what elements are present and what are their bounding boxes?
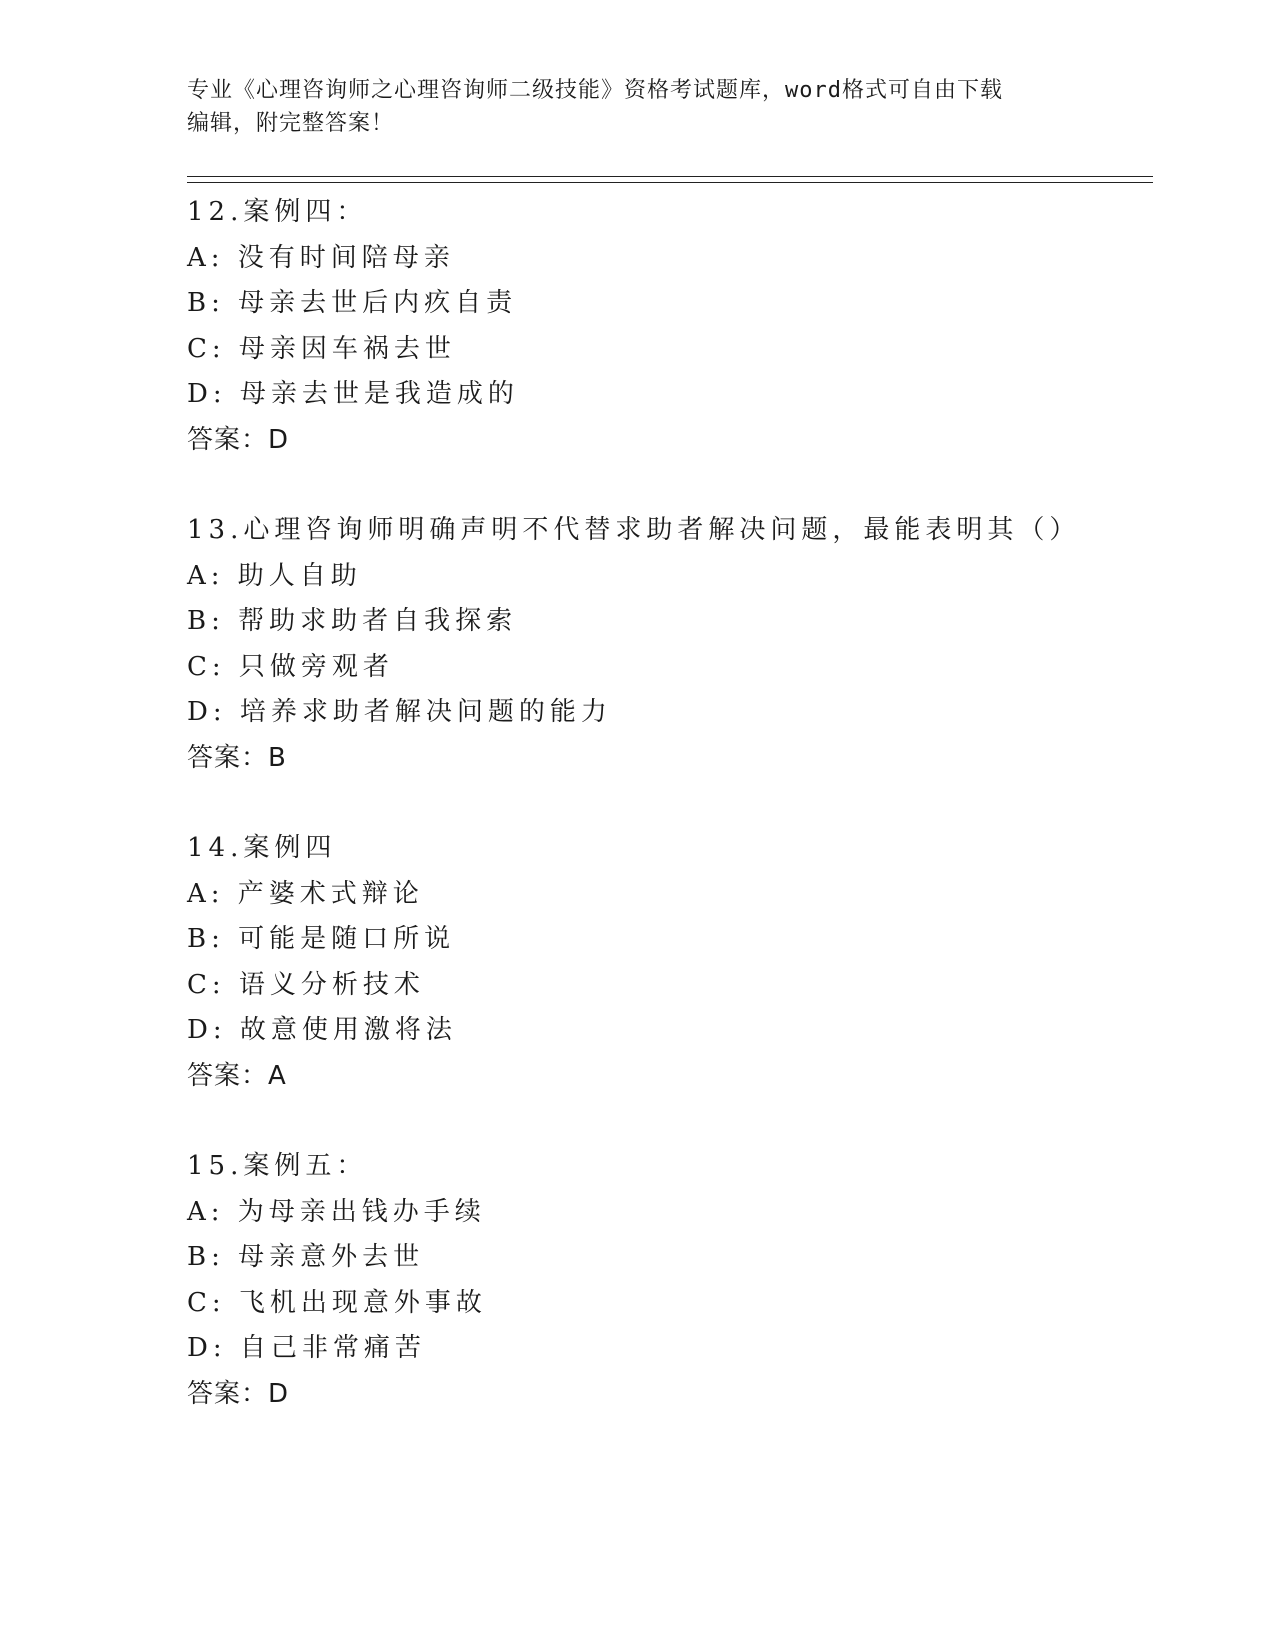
- answer-line: 答案：B: [187, 742, 287, 773]
- question-stem: 14.案例四: [187, 833, 337, 863]
- option-a: A: 助人自助: [187, 560, 362, 591]
- question-12: [187, 190, 1153, 508]
- question-stem: 12.案例四：: [187, 197, 368, 227]
- option-c: C: 飞机出现意外事故: [187, 1287, 487, 1318]
- option-b: B: 母亲去世后内疚自责: [187, 288, 518, 318]
- option-a: A: 产婆术式辩论: [187, 878, 424, 909]
- header-line-1: 专业《心理咨询师之心理咨询师二级技能》资格考试题库，word格式可自由下载: [187, 78, 1003, 103]
- header-rule-bottom: [187, 182, 1153, 183]
- question-14: [187, 826, 1153, 1144]
- option-d: D: 培养求助者解决问题的能力: [187, 697, 612, 727]
- question-list: [187, 190, 1153, 1462]
- option-c: C: 只做旁观者: [187, 651, 394, 682]
- question-15: [187, 1144, 1153, 1462]
- header-line-2: 编辑，附完整答案！: [187, 111, 395, 136]
- answer-line: 答案：D: [187, 1378, 290, 1409]
- header-rule-top: [187, 176, 1153, 177]
- option-b: B: 母亲意外去世: [187, 1242, 425, 1272]
- answer-line: 答案：D: [187, 424, 290, 455]
- option-d: D: 故意使用激将法: [187, 1015, 457, 1045]
- option-c: C: 语义分析技术: [187, 969, 425, 1000]
- option-d: D: 自己非常痛苦: [187, 1333, 426, 1363]
- option-d: D: 母亲去世是我造成的: [187, 379, 519, 409]
- question-stem: 15.案例五：: [187, 1151, 368, 1181]
- question-stem: 13.心理咨询师明确声明不代替求助者解决问题，最能表明其（）: [187, 515, 1081, 545]
- option-b: B: 帮助求助者自我探索: [187, 606, 518, 636]
- option-b: B: 可能是随口所说: [187, 924, 456, 954]
- option-a: A: 没有时间陪母亲: [187, 242, 455, 273]
- question-13: [187, 508, 1153, 826]
- option-a: A: 为母亲出钱办手续: [187, 1196, 486, 1227]
- document-header: [187, 74, 1067, 140]
- option-c: C: 母亲因车祸去世: [187, 333, 456, 364]
- answer-line: 答案：A: [187, 1060, 287, 1091]
